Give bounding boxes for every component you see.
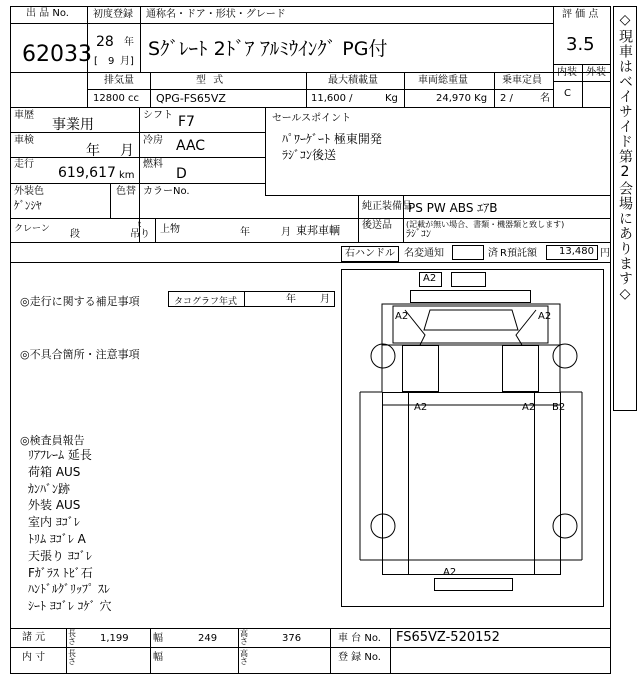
inspector-line: ﾊﾝﾄﾞﾙｸﾞﾘｯﾌﾟ ｽﾚ <box>28 582 110 597</box>
inner-length-label: 長さ <box>68 649 76 666</box>
running-notes-label: ◎走行に関する補足事項 <box>20 295 140 308</box>
damage-mark: A2 <box>423 273 437 284</box>
gross-weight-value: 24,970 Kg <box>436 93 488 104</box>
damage-mark: A2 <box>522 402 536 413</box>
reg-year: 28 <box>96 34 114 50</box>
sales-label: セールスポイント <box>272 113 352 124</box>
recycle-label: R預託額 <box>500 248 537 259</box>
rating-label: 評 価 点 <box>562 9 599 20</box>
inner-dims-label: 内 寸 <box>22 652 46 663</box>
crane-ton: t <box>138 220 142 229</box>
name-change-label: 名変通知 <box>404 248 444 259</box>
inspector-line: Fｶﾞﾗｽ ﾄﾋﾞ石 <box>28 565 93 580</box>
history-label: 車歴 <box>14 110 34 121</box>
height-label: 高さ <box>240 629 248 646</box>
recycle-unit: 円 <box>600 248 610 259</box>
model-name: Sｸﾞﾚｰﾄ 2ﾄﾞｱ ｱﾙﾐｳｲﾝｸﾞ PG付 <box>148 38 388 60</box>
handle-side: 右ハンドル <box>341 246 399 262</box>
color-change-label: 色替 <box>116 186 136 197</box>
interior-grade: C <box>564 88 571 99</box>
std-equipment-label: 純正装備品 <box>362 201 412 212</box>
inspector-line: 荷箱 AUS <box>28 464 81 479</box>
max-load-value: 11,600 / <box>311 93 353 104</box>
capacity-label: 乗車定員 <box>502 75 542 86</box>
later-items-label: 後送品 <box>362 220 392 231</box>
inspector-line: 室内 ﾖｺﾞﾚ <box>28 515 80 530</box>
inspector-report <box>28 447 111 615</box>
reg-month-open: [ <box>94 56 98 67</box>
recycle-value: 13,480 <box>546 245 598 260</box>
side-banner: ◇現車はベイサイド第2会場にあります◇ <box>617 12 633 303</box>
inspector-label: ◎検査員報告 <box>20 434 85 447</box>
ac-value: AAC <box>176 138 206 154</box>
inspector-line: ｶﾝﾊﾞﾝ跡 <box>28 481 71 496</box>
inspector-line: ｼｰﾄ ﾖｺﾞﾚ ｺｹﾞ 穴 <box>28 599 112 614</box>
color-label: 外装色 <box>14 186 44 197</box>
capacity-unit: 名 <box>540 93 550 104</box>
history-value: 事業用 <box>52 117 94 133</box>
name-label: 通称名・ドア・形状・グレード <box>146 9 286 20</box>
damage-mark: B2 <box>552 402 566 413</box>
damage-mark: A2 <box>395 311 409 322</box>
color-number-label: カラーNo. <box>143 186 190 197</box>
upper-label: 上物 <box>160 224 180 235</box>
rating-value: 3.5 <box>566 34 595 55</box>
mileage-unit: km <box>119 170 135 181</box>
damage-mark: A2 <box>443 567 457 578</box>
lot-label: 出 品 No. <box>26 8 69 19</box>
tacho-year: 年 <box>286 294 296 305</box>
first-reg-label: 初度登録 <box>93 9 133 20</box>
displacement-label: 排気量 <box>104 75 134 86</box>
mileage-label: 走行 <box>14 159 34 170</box>
inner-width-label: 幅 <box>153 652 163 663</box>
fuel-label: 燃料 <box>143 159 163 170</box>
inspection-year: 年 <box>86 143 100 159</box>
color-value: ｹﾞﾝｼﾔ <box>14 199 42 212</box>
tacho-month: 月 <box>320 294 330 305</box>
ac-label: 冷房 <box>143 135 163 146</box>
inspection-label: 車検 <box>14 135 34 146</box>
later-items: ﾗｼﾞｺﾝ <box>406 229 431 240</box>
max-load-unit: Kg <box>385 93 398 104</box>
capacity-value: 2 / <box>500 93 513 104</box>
recycle-mark: 済 <box>488 248 498 259</box>
sales-line: ﾗｼﾞｺﾝ後送 <box>282 148 337 162</box>
lot-number: 62033 <box>22 42 92 67</box>
chassis-label: 車 台 No. <box>338 633 381 644</box>
model-code: QPG-FS65VZ <box>156 92 226 105</box>
reg-month: 9 <box>108 56 115 67</box>
reg-number-label: 登 録 No. <box>338 652 381 663</box>
upper-year: 年 <box>240 227 250 238</box>
crane-stage: 段 <box>70 229 80 240</box>
width-value: 249 <box>198 633 218 644</box>
fuel-value: D <box>176 166 187 182</box>
damage-mark: A2 <box>414 402 428 413</box>
inspector-line: 天張り ﾖｺﾞﾚ <box>28 548 92 563</box>
interior-label: 内装 <box>557 67 577 78</box>
std-equipment: PS PW ABS ｴｱB <box>408 201 498 215</box>
crane-lift: 吊り <box>130 229 150 240</box>
inspector-line: 外装 AUS <box>28 498 81 513</box>
name-change-box <box>452 245 484 260</box>
upper-month: 月 <box>281 227 291 238</box>
inner-height-label: 高さ <box>240 649 248 666</box>
tacho-label: タコグラフ年式 <box>174 297 238 307</box>
inspection-month: 月 <box>120 143 134 159</box>
exterior-label: 外装 <box>586 67 606 78</box>
outer-dims-label: 諸 元 <box>22 632 46 643</box>
reg-month-close: 月] <box>120 56 134 67</box>
upper-maker: 東邦車輌 <box>296 224 340 237</box>
chassis-number: FS65VZ-520152 <box>396 630 500 645</box>
sales-line: ﾊﾟﾜｰｹﾞｰﾄ 極東開発 <box>282 132 382 146</box>
displacement-value: 12800 cc <box>93 93 139 104</box>
model-label: 型 式 <box>196 75 226 86</box>
mileage-value: 619,617 <box>58 165 116 181</box>
crane-label: クレーン <box>14 224 50 234</box>
gross-weight-label: 車両総重量 <box>418 75 468 86</box>
inspector-line: ﾘｱﾌﾚｰﾑ 延長 <box>28 448 92 462</box>
reg-year-unit: 年 <box>124 37 134 48</box>
inspector-line: ﾄﾘﾑ ﾖｺﾞﾚ A <box>28 531 86 546</box>
height-value: 376 <box>282 633 302 644</box>
later-items-note: (記載が無い場合、書類・機器類と致します) <box>406 220 565 229</box>
damage-mark: A2 <box>538 311 552 322</box>
shift-label: シフト <box>143 110 173 121</box>
defects-label: ◎不具合箇所・注意事項 <box>20 348 140 361</box>
length-value: 1,199 <box>100 633 129 644</box>
length-label: 長さ <box>68 629 76 646</box>
max-load-label: 最大積載量 <box>328 75 378 86</box>
width-label: 幅 <box>153 633 163 644</box>
shift-value: F7 <box>178 114 195 130</box>
